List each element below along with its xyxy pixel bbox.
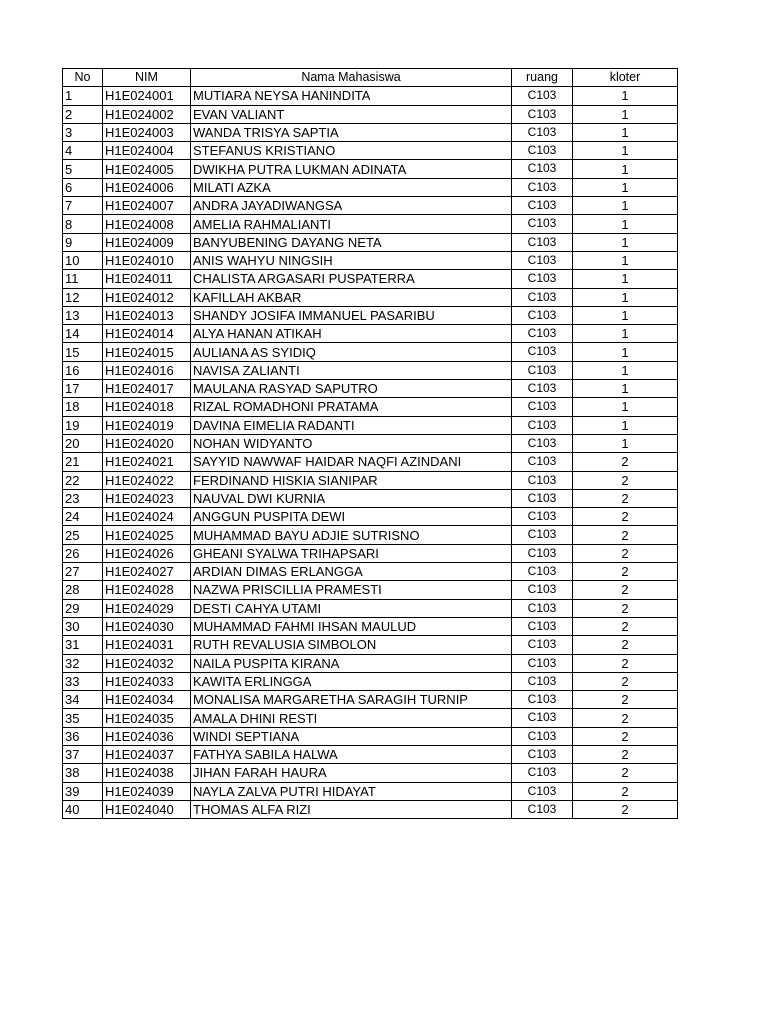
cell-kloter: 1: [573, 105, 678, 123]
table-row: [63, 87, 678, 105]
table-row: [63, 526, 678, 544]
table-row: [63, 142, 678, 160]
cell-nim: H1E024030: [103, 617, 191, 635]
cell-ruang: C103: [512, 800, 573, 818]
cell-kloter: 2: [573, 800, 678, 818]
cell-no: 1: [63, 87, 103, 105]
cell-ruang: C103: [512, 123, 573, 141]
table-header-row: [63, 69, 678, 87]
cell-nama: KAWITA ERLINGGA: [191, 672, 512, 690]
cell-no: 15: [63, 343, 103, 361]
cell-ruang: C103: [512, 599, 573, 617]
cell-kloter: 2: [573, 599, 678, 617]
cell-ruang: C103: [512, 727, 573, 745]
cell-nim: H1E024031: [103, 636, 191, 654]
table-row: [63, 782, 678, 800]
cell-kloter: 2: [573, 453, 678, 471]
header-nim: NIM: [103, 69, 191, 87]
cell-ruang: C103: [512, 197, 573, 215]
table-row: [63, 270, 678, 288]
table-row: [63, 581, 678, 599]
cell-no: 10: [63, 251, 103, 269]
cell-nama: NAUVAL DWI KURNIA: [191, 489, 512, 507]
cell-ruang: C103: [512, 453, 573, 471]
cell-nim: H1E024003: [103, 123, 191, 141]
cell-no: 35: [63, 709, 103, 727]
cell-nama: NAVISA ZALIANTI: [191, 361, 512, 379]
cell-ruang: C103: [512, 508, 573, 526]
cell-no: 5: [63, 160, 103, 178]
cell-no: 25: [63, 526, 103, 544]
cell-nama: SAYYID NAWWAF HAIDAR NAQFI AZINDANI: [191, 453, 512, 471]
cell-nama: THOMAS ALFA RIZI: [191, 800, 512, 818]
cell-nama: BANYUBENING DAYANG NETA: [191, 233, 512, 251]
cell-nim: H1E024011: [103, 270, 191, 288]
cell-nama: ANIS WAHYU NINGSIH: [191, 251, 512, 269]
cell-nim: H1E024004: [103, 142, 191, 160]
cell-nim: H1E024022: [103, 471, 191, 489]
cell-no: 14: [63, 325, 103, 343]
cell-kloter: 2: [573, 544, 678, 562]
table-row: [63, 745, 678, 763]
cell-kloter: 1: [573, 343, 678, 361]
cell-no: 37: [63, 745, 103, 763]
table-row: [63, 599, 678, 617]
table-row: [63, 434, 678, 452]
table-row: [63, 123, 678, 141]
cell-no: 20: [63, 434, 103, 452]
cell-kloter: 2: [573, 782, 678, 800]
header-ruang: ruang: [512, 69, 573, 87]
cell-nama: DESTI CAHYA UTAMI: [191, 599, 512, 617]
cell-no: 33: [63, 672, 103, 690]
cell-nama: ARDIAN DIMAS ERLANGGA: [191, 563, 512, 581]
cell-nama: DWIKHA PUTRA LUKMAN ADINATA: [191, 160, 512, 178]
cell-ruang: C103: [512, 343, 573, 361]
table-row: [63, 343, 678, 361]
cell-nim: H1E024028: [103, 581, 191, 599]
table-row: [63, 416, 678, 434]
cell-nim: H1E024020: [103, 434, 191, 452]
table-row: [63, 709, 678, 727]
cell-nama: WINDI SEPTIANA: [191, 727, 512, 745]
cell-no: 9: [63, 233, 103, 251]
cell-kloter: 1: [573, 434, 678, 452]
table-row: [63, 233, 678, 251]
cell-no: 19: [63, 416, 103, 434]
table-row: [63, 361, 678, 379]
table-row: [63, 800, 678, 818]
cell-nim: H1E024038: [103, 764, 191, 782]
cell-no: 40: [63, 800, 103, 818]
table-row: [63, 325, 678, 343]
cell-ruang: C103: [512, 617, 573, 635]
cell-kloter: 1: [573, 288, 678, 306]
cell-ruang: C103: [512, 434, 573, 452]
cell-nim: H1E024017: [103, 380, 191, 398]
cell-ruang: C103: [512, 87, 573, 105]
cell-no: 11: [63, 270, 103, 288]
cell-nama: MILATI AZKA: [191, 178, 512, 196]
table-row: [63, 489, 678, 507]
table-row: [63, 508, 678, 526]
table-row: [63, 727, 678, 745]
cell-nim: H1E024039: [103, 782, 191, 800]
cell-kloter: 2: [573, 471, 678, 489]
cell-ruang: C103: [512, 270, 573, 288]
cell-no: 39: [63, 782, 103, 800]
cell-nim: H1E024014: [103, 325, 191, 343]
cell-nim: H1E024021: [103, 453, 191, 471]
cell-nama: FERDINAND HISKIA SIANIPAR: [191, 471, 512, 489]
cell-no: 4: [63, 142, 103, 160]
cell-ruang: C103: [512, 471, 573, 489]
cell-ruang: C103: [512, 654, 573, 672]
table-body: [63, 87, 678, 819]
cell-no: 27: [63, 563, 103, 581]
cell-kloter: 2: [573, 489, 678, 507]
cell-no: 26: [63, 544, 103, 562]
cell-ruang: C103: [512, 416, 573, 434]
cell-nim: H1E024016: [103, 361, 191, 379]
cell-nim: H1E024015: [103, 343, 191, 361]
cell-no: 23: [63, 489, 103, 507]
cell-nama: SHANDY JOSIFA IMMANUEL PASARIBU: [191, 306, 512, 324]
cell-nim: H1E024009: [103, 233, 191, 251]
cell-ruang: C103: [512, 691, 573, 709]
cell-no: 28: [63, 581, 103, 599]
cell-ruang: C103: [512, 745, 573, 763]
cell-nama: WANDA TRISYA SAPTIA: [191, 123, 512, 141]
table-row: [63, 215, 678, 233]
table-row: [63, 544, 678, 562]
table-row: [63, 654, 678, 672]
table-row: [63, 672, 678, 690]
cell-ruang: C103: [512, 709, 573, 727]
header-no: No: [63, 69, 103, 87]
table-row: [63, 288, 678, 306]
cell-kloter: 1: [573, 233, 678, 251]
table-row: [63, 398, 678, 416]
cell-ruang: C103: [512, 142, 573, 160]
student-table: [62, 68, 678, 819]
cell-nama: NOHAN WIDYANTO: [191, 434, 512, 452]
cell-nim: H1E024029: [103, 599, 191, 617]
cell-ruang: C103: [512, 251, 573, 269]
cell-kloter: 1: [573, 123, 678, 141]
cell-kloter: 1: [573, 361, 678, 379]
cell-kloter: 2: [573, 563, 678, 581]
cell-nama: DAVINA EIMELIA RADANTI: [191, 416, 512, 434]
cell-ruang: C103: [512, 380, 573, 398]
cell-kloter: 1: [573, 270, 678, 288]
cell-nim: H1E024006: [103, 178, 191, 196]
table-row: [63, 691, 678, 709]
cell-no: 30: [63, 617, 103, 635]
cell-no: 7: [63, 197, 103, 215]
cell-ruang: C103: [512, 233, 573, 251]
cell-nim: H1E024025: [103, 526, 191, 544]
cell-no: 21: [63, 453, 103, 471]
cell-nim: H1E024024: [103, 508, 191, 526]
table-row: [63, 636, 678, 654]
cell-kloter: 2: [573, 727, 678, 745]
cell-kloter: 1: [573, 215, 678, 233]
cell-ruang: C103: [512, 581, 573, 599]
cell-ruang: C103: [512, 398, 573, 416]
cell-kloter: 2: [573, 764, 678, 782]
cell-nim: H1E024036: [103, 727, 191, 745]
table-row: [63, 306, 678, 324]
cell-kloter: 1: [573, 178, 678, 196]
cell-no: 24: [63, 508, 103, 526]
cell-nim: H1E024018: [103, 398, 191, 416]
cell-nama: RIZAL ROMADHONI PRATAMA: [191, 398, 512, 416]
cell-nama: GHEANI SYALWA TRIHAPSARI: [191, 544, 512, 562]
table-row: [63, 617, 678, 635]
cell-nama: AULIANA AS SYIDIQ: [191, 343, 512, 361]
cell-no: 34: [63, 691, 103, 709]
table-row: [63, 251, 678, 269]
cell-kloter: 2: [573, 508, 678, 526]
cell-nama: FATHYA SABILA HALWA: [191, 745, 512, 763]
cell-nim: H1E024002: [103, 105, 191, 123]
cell-nama: ANGGUN PUSPITA DEWI: [191, 508, 512, 526]
cell-nama: ALYA HANAN ATIKAH: [191, 325, 512, 343]
cell-ruang: C103: [512, 563, 573, 581]
cell-nama: AMALA DHINI RESTI: [191, 709, 512, 727]
table-row: [63, 563, 678, 581]
cell-nim: H1E024033: [103, 672, 191, 690]
cell-kloter: 2: [573, 745, 678, 763]
cell-no: 17: [63, 380, 103, 398]
cell-ruang: C103: [512, 782, 573, 800]
cell-kloter: 2: [573, 636, 678, 654]
cell-kloter: 1: [573, 325, 678, 343]
cell-no: 18: [63, 398, 103, 416]
cell-ruang: C103: [512, 361, 573, 379]
table-row: [63, 471, 678, 489]
cell-nama: NAILA PUSPITA KIRANA: [191, 654, 512, 672]
cell-kloter: 2: [573, 672, 678, 690]
cell-no: 38: [63, 764, 103, 782]
table-row: [63, 764, 678, 782]
cell-nama: KAFILLAH AKBAR: [191, 288, 512, 306]
cell-nama: STEFANUS KRISTIANO: [191, 142, 512, 160]
cell-no: 12: [63, 288, 103, 306]
table-row: [63, 380, 678, 398]
cell-nama: MAULANA RASYAD SAPUTRO: [191, 380, 512, 398]
cell-ruang: C103: [512, 544, 573, 562]
table-row: [63, 197, 678, 215]
cell-nim: H1E024034: [103, 691, 191, 709]
cell-kloter: 2: [573, 654, 678, 672]
cell-nim: H1E024001: [103, 87, 191, 105]
table-row: [63, 105, 678, 123]
cell-nama: MUHAMMAD FAHMI IHSAN MAULUD: [191, 617, 512, 635]
cell-no: 29: [63, 599, 103, 617]
cell-nim: H1E024035: [103, 709, 191, 727]
cell-no: 22: [63, 471, 103, 489]
cell-ruang: C103: [512, 764, 573, 782]
cell-nim: H1E024019: [103, 416, 191, 434]
table-row: [63, 178, 678, 196]
cell-kloter: 1: [573, 87, 678, 105]
cell-nama: EVAN VALIANT: [191, 105, 512, 123]
cell-kloter: 2: [573, 691, 678, 709]
cell-ruang: C103: [512, 636, 573, 654]
cell-nama: NAYLA ZALVA PUTRI HIDAYAT: [191, 782, 512, 800]
cell-ruang: C103: [512, 160, 573, 178]
cell-no: 36: [63, 727, 103, 745]
cell-kloter: 2: [573, 581, 678, 599]
cell-nim: H1E024007: [103, 197, 191, 215]
cell-no: 3: [63, 123, 103, 141]
cell-no: 13: [63, 306, 103, 324]
cell-ruang: C103: [512, 178, 573, 196]
cell-nim: H1E024013: [103, 306, 191, 324]
cell-nim: H1E024032: [103, 654, 191, 672]
cell-ruang: C103: [512, 105, 573, 123]
cell-no: 16: [63, 361, 103, 379]
cell-ruang: C103: [512, 288, 573, 306]
cell-ruang: C103: [512, 306, 573, 324]
cell-nama: RUTH REVALUSIA SIMBOLON: [191, 636, 512, 654]
cell-kloter: 2: [573, 709, 678, 727]
table-row: [63, 160, 678, 178]
cell-nama: NAZWA PRISCILLIA PRAMESTI: [191, 581, 512, 599]
cell-nim: H1E024040: [103, 800, 191, 818]
cell-nama: MUTIARA NEYSA HANINDITA: [191, 87, 512, 105]
cell-kloter: 1: [573, 197, 678, 215]
cell-ruang: C103: [512, 489, 573, 507]
cell-no: 2: [63, 105, 103, 123]
cell-nim: H1E024037: [103, 745, 191, 763]
cell-ruang: C103: [512, 325, 573, 343]
cell-nama: ANDRA JAYADIWANGSA: [191, 197, 512, 215]
cell-kloter: 1: [573, 416, 678, 434]
cell-kloter: 2: [573, 617, 678, 635]
cell-nim: H1E024027: [103, 563, 191, 581]
cell-kloter: 2: [573, 526, 678, 544]
cell-nama: MUHAMMAD BAYU ADJIE SUTRISNO: [191, 526, 512, 544]
cell-kloter: 1: [573, 306, 678, 324]
cell-no: 8: [63, 215, 103, 233]
cell-kloter: 1: [573, 142, 678, 160]
cell-nim: H1E024026: [103, 544, 191, 562]
cell-nama: CHALISTA ARGASARI PUSPATERRA: [191, 270, 512, 288]
cell-nim: H1E024023: [103, 489, 191, 507]
cell-no: 32: [63, 654, 103, 672]
cell-no: 31: [63, 636, 103, 654]
cell-nim: H1E024012: [103, 288, 191, 306]
cell-ruang: C103: [512, 215, 573, 233]
cell-nim: H1E024010: [103, 251, 191, 269]
cell-nim: H1E024008: [103, 215, 191, 233]
cell-kloter: 1: [573, 398, 678, 416]
cell-kloter: 1: [573, 160, 678, 178]
cell-kloter: 1: [573, 380, 678, 398]
cell-kloter: 1: [573, 251, 678, 269]
cell-nama: AMELIA RAHMALIANTI: [191, 215, 512, 233]
header-kloter: kloter: [573, 69, 678, 87]
table-row: [63, 453, 678, 471]
cell-no: 6: [63, 178, 103, 196]
cell-ruang: C103: [512, 526, 573, 544]
header-nama: Nama Mahasiswa: [191, 69, 512, 87]
cell-nama: MONALISA MARGARETHA SARAGIH TURNIP: [191, 691, 512, 709]
cell-ruang: C103: [512, 672, 573, 690]
cell-nama: JIHAN FARAH HAURA: [191, 764, 512, 782]
cell-nim: H1E024005: [103, 160, 191, 178]
